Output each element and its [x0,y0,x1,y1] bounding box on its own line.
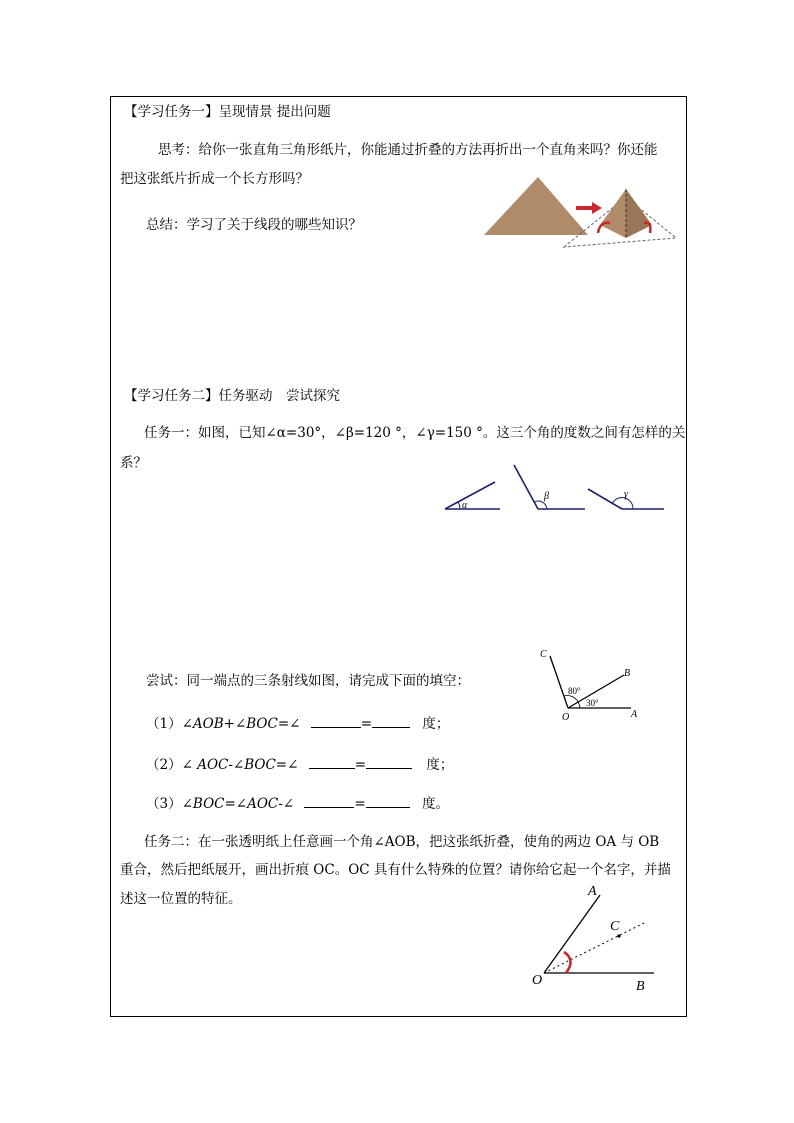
question1-line1: 任务一：如图，已知∠α=30°，∠β=120 °，∠γ=150 °。这三个角的度数之间有怎样的关 [144,425,686,441]
paper-fold-illustration [480,175,680,247]
gamma-label: γ [624,489,628,500]
point-C-label: C [540,649,547,660]
triangle-paper [484,177,588,235]
three-angles-figure [440,462,670,518]
angle-beta [514,465,585,509]
alpha-label: α [462,500,468,511]
fill-2-blank-b[interactable] [366,756,412,769]
task1-heading: 【学习任务一】呈现情景 提出问题 [124,104,331,120]
fill-1-number: （1） [146,716,182,732]
point-O-label: O [562,712,570,723]
fill-2-number: （2） [146,757,182,773]
fill-1-blank-a[interactable] [311,715,361,728]
beta-label: β [544,491,549,502]
rays-figure [536,645,646,727]
angle-alpha [445,482,500,509]
fill-row-3 [146,795,449,812]
fill-3-equals: = [354,796,366,812]
angle-30-label: 30° [586,698,599,708]
arrow-right-icon [576,202,602,214]
point-A-label: A [631,709,638,720]
fold-A-label: A [588,884,597,899]
fill-2-blank-a[interactable] [309,756,355,769]
point-C-dot [617,934,620,937]
fill-row-2 [146,756,453,773]
fold-C-label: C [610,919,620,934]
question1-line2: 系？ [120,455,147,471]
folded-paper-right [626,189,652,238]
try-prompt: 尝试：同一端点的三条射线如图，请完成下面的填空： [146,673,470,689]
task2-heading: 【学习任务二】任务驱动 尝试探究 [124,388,340,404]
question2-line2: 重合，然后把纸展开，画出折痕 OC。OC 具有什么特殊的位置？请你给它起一个名字，并描 [120,862,671,878]
question2-line3: 述这一位置的特征。 [120,891,242,907]
point-B-label: B [624,668,631,679]
summary-question: 总结：学习了关于线段的哪些知识？ [146,217,362,233]
think-line2: 把这张纸片折成一个长方形吗？ [120,171,309,187]
fill-1-blank-b[interactable] [372,715,410,728]
fill-3-expression: ∠BOC=∠AOC-∠ [181,796,295,812]
fold-O-label: O [532,973,543,988]
fold-angle-figure [524,878,664,994]
fill-row-1 [146,715,449,732]
fill-1-equals: = [360,716,373,732]
fill-1-unit: 度； [422,716,450,732]
fill-3-blank-b[interactable] [366,795,410,808]
fill-2-equals: = [354,757,367,773]
folded-paper-left [600,189,626,238]
fill-2-expression: ∠ AOC-∠BOC=∠ [181,757,299,773]
fill-1-expression: ∠AOB+∠BOC=∠ [181,716,301,732]
think-line1: 思考：给你一张直角三角形纸片，你能通过折叠的方法再折出一个直角来吗？你还能 [158,142,658,158]
question2-line1: 任务二：在一张透明纸上任意画一个角∠AOB，把这张纸折叠，使角的两边 OA 与 OB [144,834,660,850]
fold-arrow-icon [564,952,571,973]
fold-B-label: B [636,979,645,994]
angle-80-label: 80° [568,686,581,696]
fill-3-unit: 度。 [422,796,450,812]
fill-2-unit: 度； [426,757,454,773]
fill-3-number: （3） [146,796,182,812]
fill-3-blank-a[interactable] [304,795,354,808]
